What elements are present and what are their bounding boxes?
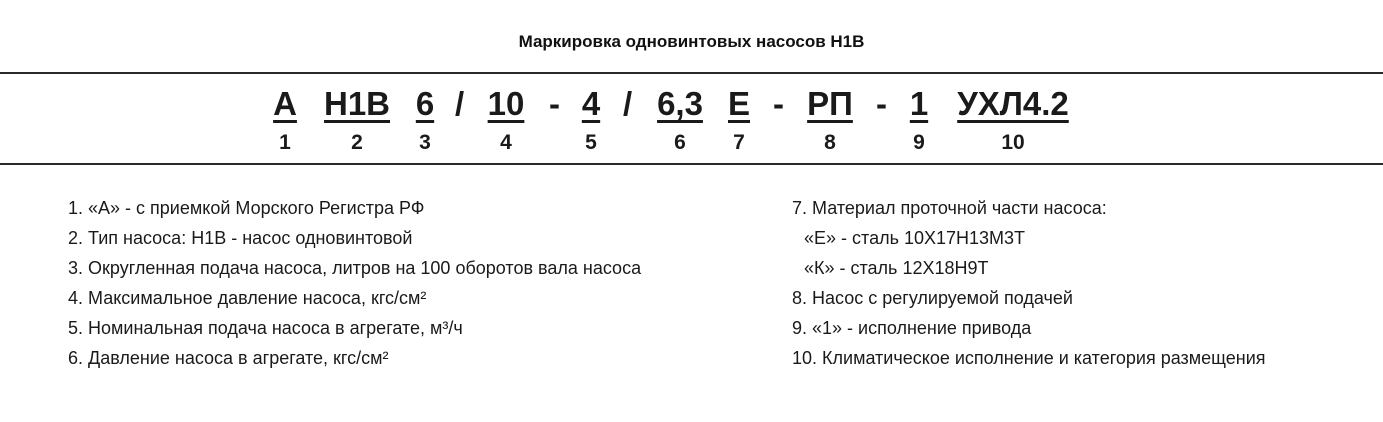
- code-value: А: [273, 85, 297, 122]
- separator-slash: /: [455, 85, 465, 122]
- bottom-divider: [0, 163, 1383, 165]
- legend-item-7-option-e: «Е» - сталь 10Х17Н13М3Т: [804, 228, 1026, 248]
- code-segment-9: [906, 84, 932, 156]
- code-segment-6: [652, 84, 708, 156]
- code-value: РП: [807, 85, 853, 122]
- legend-right-column: [792, 193, 1266, 373]
- separator-dash: -: [773, 85, 784, 122]
- legend-item-6: 6. Давление насоса в агрегате, кгс/см²: [68, 348, 389, 368]
- legend-item-5: 5. Номинальная подача насоса в агрегате, м³/ч: [68, 318, 463, 338]
- legend-item-7: 7. Материал проточной части насоса:: [792, 198, 1107, 218]
- code-number: 8: [824, 131, 836, 154]
- code-number: 9: [913, 131, 925, 154]
- code-value: УХЛ4.2: [957, 85, 1069, 122]
- legend-item-8: 8. Насос с регулируемой подачей: [792, 288, 1073, 308]
- code-value: 6: [415, 85, 435, 122]
- code-segment-10: [950, 84, 1076, 156]
- code-number: 4: [500, 131, 512, 154]
- separator-slash: /: [623, 85, 633, 122]
- legend-item-1: 1. «А» - с приемкой Морского Регистра РФ: [68, 198, 425, 218]
- page-title: Маркировка одновинтовых насосов Н1В: [518, 32, 865, 51]
- legend-item-10: 10. Климатическое исполнение и категория размещения: [792, 348, 1266, 368]
- code-value: Е: [727, 85, 750, 122]
- top-divider: [0, 72, 1383, 74]
- separator-dash: -: [549, 85, 560, 122]
- legend-item-3: 3. Округленная подача насоса, литров на 100 оборотов вала насоса: [68, 258, 642, 278]
- code-number: 3: [419, 131, 431, 154]
- code-value: 1: [909, 85, 929, 122]
- code-number: 1: [279, 131, 291, 154]
- code-number: 5: [585, 131, 597, 154]
- legend-item-4: 4. Максимальное давление насоса, кгс/см²: [68, 288, 427, 308]
- code-value: 10: [487, 85, 525, 122]
- code-number: 2: [351, 131, 363, 154]
- code-value: 4: [581, 85, 601, 122]
- legend-left-column: [68, 193, 641, 373]
- code-number: 10: [1001, 131, 1025, 154]
- code-segment-7: [724, 84, 754, 156]
- legend-item-7-option-k: «К» - сталь 12Х18Н9Т: [804, 258, 989, 278]
- code-segment-8: [802, 84, 858, 156]
- separator-dash: -: [876, 85, 887, 122]
- code-number: 7: [733, 131, 745, 154]
- code-number: 6: [674, 131, 686, 154]
- code-segment-4: [484, 84, 528, 156]
- code-value: Н1В: [323, 85, 391, 122]
- code-segment-3: [412, 84, 438, 156]
- legend-item-2: 2. Тип насоса: Н1В - насос одновинтовой: [68, 228, 413, 248]
- code-segment-2: [318, 84, 396, 156]
- code-value: 6,3: [657, 85, 703, 122]
- legend-item-9: 9. «1» - исполнение привода: [792, 318, 1032, 338]
- code-segment-5: [578, 84, 604, 156]
- marking-code-row: [0, 84, 1383, 162]
- code-segment-1: [270, 84, 300, 156]
